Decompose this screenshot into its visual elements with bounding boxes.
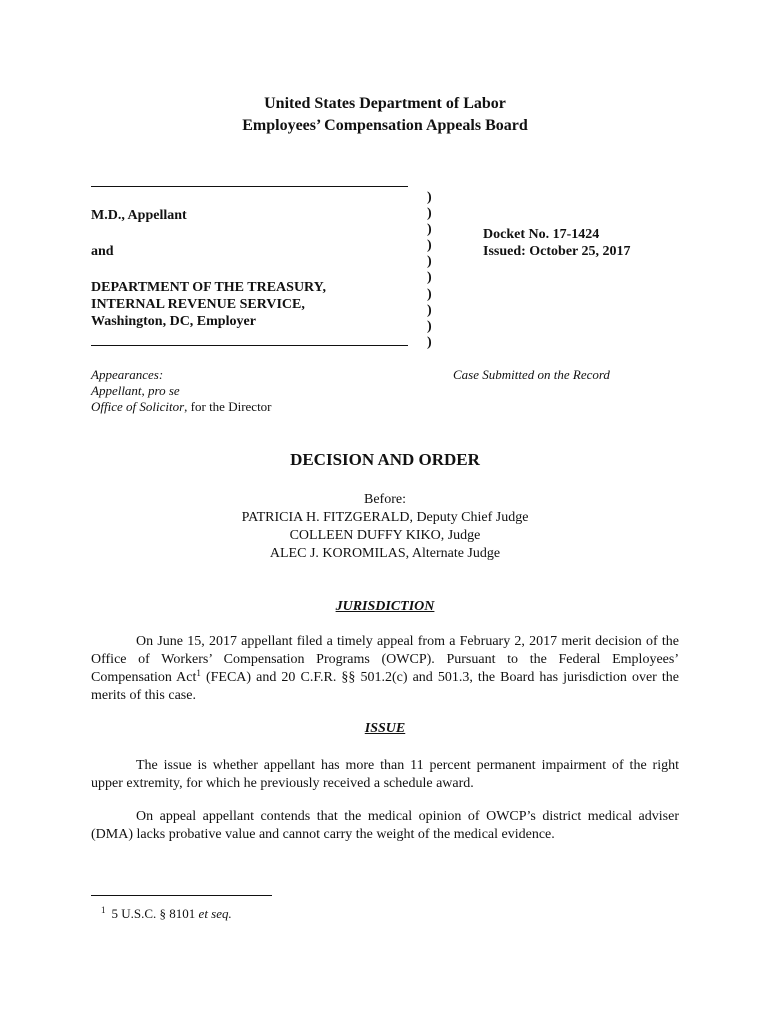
issued-date: Issued: October 25, 2017 (483, 244, 631, 259)
employer-block (91, 279, 326, 330)
footnote-1 (91, 902, 232, 922)
appearance-solicitor (91, 399, 272, 415)
solicitor-role: , for the Director (184, 399, 272, 414)
appearance-appellant: Appellant, pro se (91, 383, 180, 398)
footnote-number: 1 (101, 905, 106, 915)
decision-title: DECISION AND ORDER (290, 450, 480, 469)
paren: ) (427, 318, 432, 334)
employer-line-3: Washington, DC, Employer (91, 314, 256, 329)
employer-line-2: INTERNAL REVENUE SERVICE, (91, 297, 305, 312)
judge-3: ALEC J. KOROMILAS, Alternate Judge (269, 546, 501, 561)
appearances-label: Appearances: (91, 367, 164, 382)
footnote-italic: et seq. (198, 906, 232, 921)
appellant-name: M.D., Appellant (91, 208, 187, 223)
jurisdiction-text-a: On June 15, 2017 appellant filed a timely appeal from a February 2, 2017 merit decision of the Office of Workers’ Compensation Programs (OWCP). Pursuant to the Federal Employees’ Compensation Act (91, 634, 679, 685)
paren: ) (427, 270, 432, 286)
caption-and: and (91, 244, 114, 259)
caption-top-rule (91, 186, 408, 187)
appearances-block (91, 367, 272, 415)
caption-bottom-rule (91, 345, 408, 346)
board-title: Employees’ Compensation Appeals Board (242, 117, 528, 134)
jurisdiction-heading: JURISDICTION (335, 599, 435, 614)
before-label: Before: (364, 492, 406, 507)
docket-number: Docket No. 17-1424 (483, 227, 600, 242)
jurisdiction-text-b: (FECA) and 20 C.F.R. §§ 501.2(c) and 501.3, the Board has jurisdiction over the merits of this case. (91, 670, 680, 703)
paren: ) (427, 238, 432, 254)
footnote-rule (91, 895, 272, 896)
paren: ) (427, 222, 432, 238)
case-submitted-note: Case Submitted on the Record (453, 367, 610, 382)
judge-2: COLLEEN DUFFY KIKO, Judge (289, 528, 481, 543)
paren: ) (427, 286, 432, 302)
issue-paragraph-1: The issue is whether appellant has more than 11 percent permanent impairment of the right upper extremity, for which he previously received a schedule award. (91, 758, 679, 791)
solicitor-name: Office of Solicitor (91, 399, 185, 414)
employer-line-1: DEPARTMENT OF THE TREASURY, (91, 280, 326, 295)
paren: ) (427, 334, 432, 350)
issue-heading: ISSUE (364, 721, 406, 736)
paren: ) (427, 206, 432, 222)
paren: ) (427, 190, 432, 205)
jurisdiction-paragraph (91, 633, 679, 705)
issue-paragraph-2: On appeal appellant contends that the medical opinion of OWCP’s district medical adviser (DMA) lacks probative value and cannot carry the weight of the medical evidence. (91, 809, 679, 842)
footnote-text: 5 U.S.C. § 8101 (111, 906, 199, 921)
caption-paren-column (427, 190, 432, 351)
agency-title: United States Department of Labor (264, 95, 506, 112)
judge-1: PATRICIA H. FITZGERALD, Deputy Chief Judge (241, 510, 529, 525)
judges-block (0, 491, 770, 563)
footnote-ref-1[interactable]: 1 (196, 668, 201, 678)
paren: ) (427, 302, 432, 318)
paren: ) (427, 254, 432, 270)
